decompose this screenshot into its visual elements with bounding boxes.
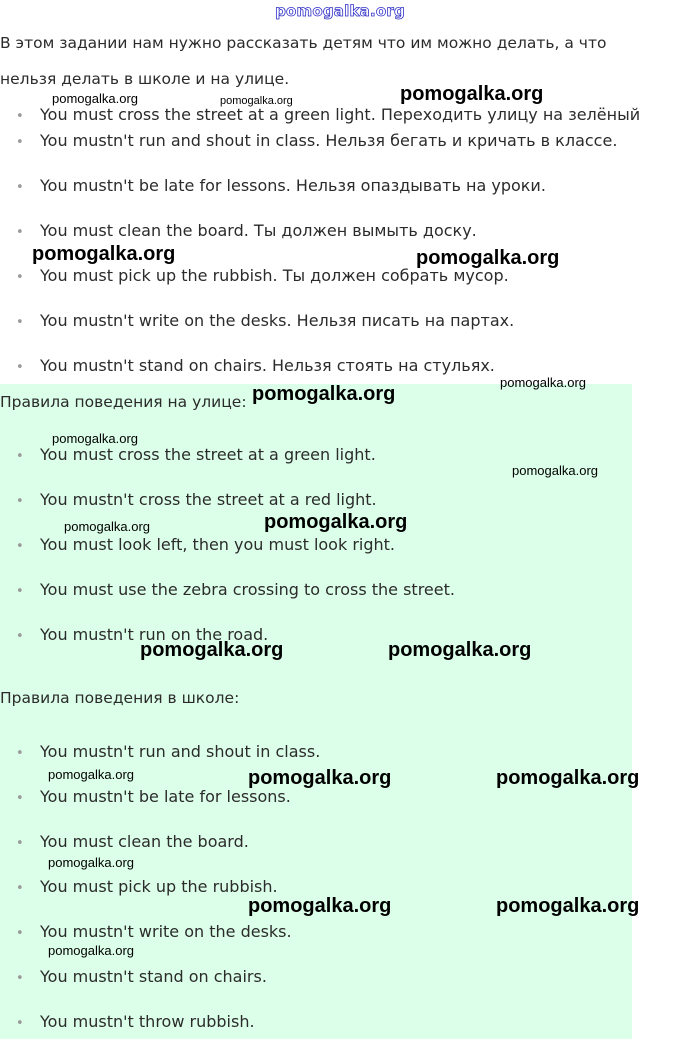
- watermark: pomogalka.org: [496, 767, 640, 789]
- watermark: pomogalka.org: [32, 243, 176, 265]
- list-item: • You mustn't write on the desks. Нельзя писать на партах.: [16, 311, 514, 333]
- watermark: pomogalka.org: [252, 383, 396, 405]
- watermark: pomogalka.org: [248, 895, 392, 917]
- bullet-icon: •: [16, 135, 24, 150]
- watermark: pomogalka.org: [220, 95, 293, 107]
- list-item: • You mustn't stand on chairs.: [16, 967, 267, 989]
- list-item: • You mustn't run and shout in class. Нельзя бегать и кричать в классе.: [16, 131, 617, 153]
- watermark: pomogalka.org: [64, 519, 150, 534]
- bullet-icon: •: [16, 180, 24, 195]
- bullet-icon: •: [16, 315, 24, 330]
- list-item: • You must clean the board. Ты должен вымыть доску.: [16, 221, 477, 243]
- bullet-icon: •: [16, 360, 24, 375]
- list-item: • You mustn't run on the road.: [16, 625, 268, 647]
- bullet-icon: •: [16, 449, 24, 464]
- bullet-icon: •: [16, 584, 24, 599]
- watermark: pomogalka.org: [48, 943, 134, 958]
- list-item: • You must use the zebra crossing to cross the street.: [16, 580, 455, 602]
- bullet-icon: •: [16, 629, 24, 644]
- list-item: • You must look left, then you must look right.: [16, 535, 395, 557]
- watermark: pomogalka.org: [400, 83, 544, 105]
- bullet-icon: •: [16, 539, 24, 554]
- watermark: pomogalka.org: [500, 375, 586, 390]
- watermark: pomogalka.org: [140, 639, 284, 661]
- watermark: pomogalka.org: [248, 767, 392, 789]
- watermark: pomogalka.org: [512, 463, 598, 478]
- bullet-icon: •: [16, 494, 24, 509]
- list-item: • You must pick up the rubbish.: [16, 877, 278, 899]
- watermark: pomogalka.org: [48, 767, 134, 782]
- bullet-icon: •: [16, 225, 24, 240]
- watermark: pomogalka.org: [52, 431, 138, 446]
- watermark: pomogalka.org: [496, 895, 640, 917]
- watermark: pomogalka.org: [264, 511, 408, 533]
- watermark: pomogalka.org: [388, 639, 532, 661]
- list-item: • You mustn't stand on chairs. Нельзя стоять на стульях.: [16, 356, 495, 378]
- list-item: • You mustn't write on the desks.: [16, 922, 292, 944]
- list-item: • You must cross the street at a green light. Переходить улицу на зелёный: [16, 105, 640, 127]
- list-item: • You mustn't throw rubbish.: [16, 1012, 255, 1034]
- list-item: • You must pick up the rubbish. Ты должен собрать мусор.: [16, 266, 509, 288]
- list-item: • You must cross the street at a green light.: [16, 445, 376, 467]
- intro-line-1: В этом задании нам нужно рассказать детям что им можно делать, а что: [0, 34, 607, 52]
- bullet-icon: •: [16, 109, 24, 124]
- bullet-icon: •: [16, 1016, 24, 1031]
- bullet-icon: •: [16, 836, 24, 851]
- watermark: pomogalka.org: [48, 855, 134, 870]
- street-rules-heading: Правила поведения на улице:: [0, 393, 247, 411]
- watermark: pomogalka.org: [416, 247, 560, 269]
- list-item: • You mustn't run and shout in class.: [16, 742, 320, 764]
- bullet-icon: •: [16, 926, 24, 941]
- bullet-icon: •: [16, 270, 24, 285]
- school-rules-heading: Правила поведения в школе:: [0, 689, 240, 707]
- bullet-icon: •: [16, 791, 24, 806]
- list-item: • You mustn't be late for lessons. Нельзя опаздывать на уроки.: [16, 176, 546, 198]
- bullet-icon: •: [16, 881, 24, 896]
- intro-line-2: нельзя делать в школе и на улице.: [0, 70, 290, 88]
- list-item: • You mustn't be late for lessons.: [16, 787, 291, 809]
- bullet-icon: •: [16, 971, 24, 986]
- list-item: • You mustn't cross the street at a red light.: [16, 490, 377, 512]
- site-link[interactable]: pomogalka.org: [275, 2, 405, 20]
- watermark: pomogalka.org: [52, 91, 138, 106]
- list-item: • You must clean the board.: [16, 832, 249, 854]
- bullet-icon: •: [16, 746, 24, 761]
